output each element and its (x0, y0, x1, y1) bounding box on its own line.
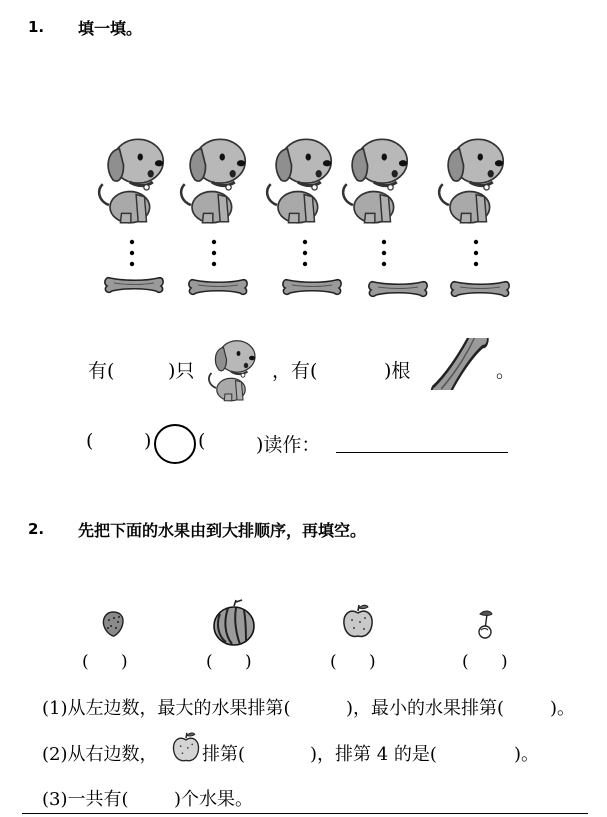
watermelon-icon (210, 598, 258, 648)
sub-question-3-part-a: (3)一共有( (42, 789, 129, 810)
read-as-label: )读作： (256, 434, 321, 456)
dog-icon (174, 132, 258, 228)
question-1-number: 1. (28, 18, 45, 36)
fill-gen: )根 (384, 360, 411, 382)
sub-question-2-part-d: )。 (514, 744, 540, 765)
dotted-connectors (100, 236, 520, 276)
bones-illustration (100, 272, 520, 302)
sub-question-1-part-b: )，最小的水果排第( (346, 698, 505, 719)
comparison-circle-icon[interactable] (152, 422, 198, 466)
bone-icon (448, 276, 512, 300)
blank-total-fruits[interactable] (136, 785, 174, 809)
blank-apple-position[interactable] (250, 740, 310, 764)
blank-dog-count[interactable] (114, 356, 168, 380)
blank-right-number[interactable] (208, 430, 256, 454)
blank-left-number[interactable] (96, 430, 142, 454)
dog-icon (260, 132, 344, 228)
order-blank-2[interactable]: ( ) (206, 652, 252, 672)
blank-bone-count[interactable] (338, 356, 384, 380)
cherry-icon (474, 606, 496, 640)
dog-icon (92, 132, 176, 228)
apple-icon (170, 730, 202, 764)
bone-icon (280, 274, 344, 298)
bone-icon (424, 338, 494, 390)
bone-icon (186, 274, 250, 298)
paren-right-a: ) (144, 430, 152, 452)
question-2-number: 2. (28, 520, 45, 538)
question-2-title: 先把下面的水果由到大排顺序，再填空。 (78, 521, 367, 540)
dog-icon (432, 132, 516, 228)
blank-smallest-position[interactable] (510, 694, 550, 718)
fill-comma-have: ，有( (272, 360, 318, 382)
paren-left-a: ( (86, 430, 94, 452)
paren-left-b: ( (198, 430, 206, 452)
apple-icon (340, 602, 376, 640)
bone-icon (366, 276, 430, 300)
blank-largest-position[interactable] (306, 694, 346, 718)
dogs-illustration (92, 132, 522, 232)
order-blank-1[interactable]: ( ) (82, 652, 128, 672)
strawberry-icon (100, 608, 126, 638)
sub-question-2-part-b: 排第( (202, 744, 246, 765)
order-blank-3[interactable]: ( ) (330, 652, 376, 672)
order-blank-4[interactable]: ( ) (462, 652, 508, 672)
fill-period: 。 (496, 360, 516, 382)
fill-zhi: )只 (168, 360, 195, 382)
sub-question-2-part-a: (2)从右边数， (42, 744, 158, 765)
read-as-answer-line[interactable] (336, 452, 508, 453)
sub-question-1-part-c: )。 (550, 698, 576, 719)
blank-fourth-fruit[interactable] (448, 740, 514, 764)
bottom-rule (22, 813, 588, 814)
dog-icon (204, 332, 264, 408)
sub-question-2-part-c: )，排第 4 的是( (310, 744, 437, 765)
fill-have: 有( (88, 360, 115, 382)
question-1-title: 填一填。 (78, 19, 143, 38)
sub-question-1-part-a: (1)从左边数，最大的水果排第( (42, 698, 291, 719)
dog-icon (336, 132, 420, 228)
bone-icon (102, 272, 166, 296)
sub-question-3-part-b: )个水果。 (174, 789, 254, 810)
